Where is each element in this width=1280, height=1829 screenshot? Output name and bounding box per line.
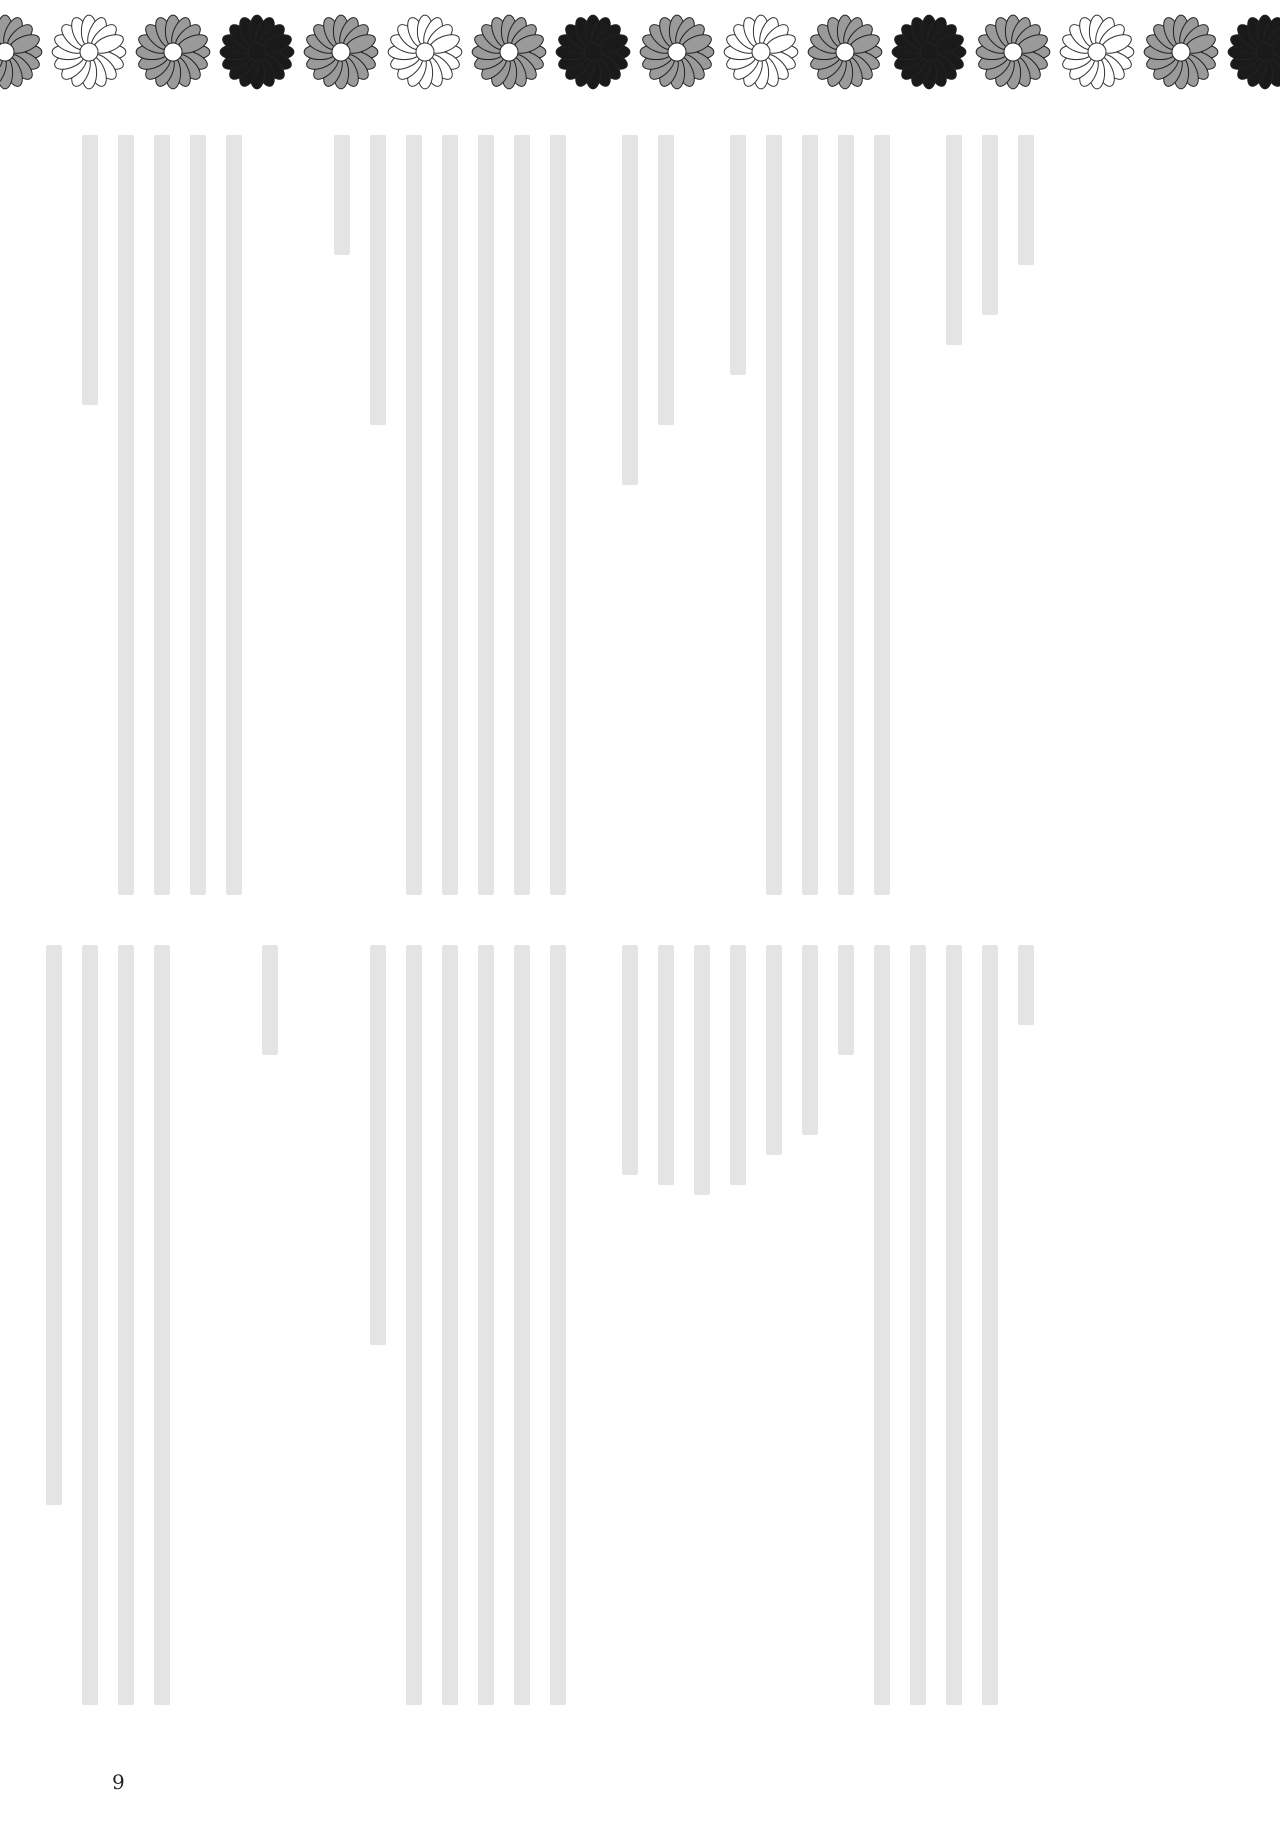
text-column (442, 945, 458, 1705)
text-column (334, 135, 350, 255)
text-column (370, 945, 386, 1345)
flower-ornament (1144, 15, 1218, 89)
text-column (982, 945, 998, 1705)
flower-ornament (52, 15, 126, 89)
text-column (766, 945, 782, 1155)
text-column (406, 135, 422, 895)
text-column (478, 135, 494, 895)
floral-border (0, 0, 1280, 110)
text-column (622, 945, 638, 1175)
flower-ornament (304, 15, 378, 89)
text-column (658, 945, 674, 1185)
text-column (550, 135, 566, 895)
text-column (406, 945, 422, 1705)
text-column (154, 135, 170, 895)
text-column (802, 945, 818, 1135)
text-column (370, 135, 386, 425)
text-column (226, 135, 242, 895)
flower-ornament (976, 15, 1050, 89)
text-column (622, 135, 638, 485)
text-column (766, 135, 782, 895)
text-column (442, 135, 458, 895)
flower-ornament (1228, 15, 1280, 89)
text-column (730, 135, 746, 375)
text-column (1018, 945, 1034, 1025)
text-column (550, 945, 566, 1705)
text-column (658, 135, 674, 425)
text-column (946, 945, 962, 1705)
flower-ornament (388, 15, 462, 89)
flower-ornament (220, 15, 294, 89)
text-column (910, 945, 926, 1705)
flower-ornament (808, 15, 882, 89)
flower-ornament (0, 15, 42, 89)
text-column (514, 945, 530, 1705)
text-column (118, 945, 134, 1705)
text-column (82, 135, 98, 405)
text-column (1018, 135, 1034, 265)
text-column (82, 945, 98, 1705)
flower-ornament (472, 15, 546, 89)
text-column (874, 135, 890, 895)
text-column (838, 945, 854, 1055)
text-block-upper (0, 135, 1280, 915)
text-column (478, 945, 494, 1705)
page-number: 9 (112, 1770, 125, 1794)
text-column (982, 135, 998, 315)
text-column (46, 945, 62, 1505)
flower-ornament (640, 15, 714, 89)
text-column (262, 945, 278, 1055)
text-column (946, 135, 962, 345)
flower-ornament (556, 15, 630, 89)
text-column (118, 135, 134, 895)
text-column (694, 945, 710, 1195)
flower-ornament (136, 15, 210, 89)
text-column (514, 135, 530, 895)
text-block-lower (0, 945, 1280, 1735)
flower-ornament (1060, 15, 1134, 89)
text-column (874, 945, 890, 1705)
flower-ornament (892, 15, 966, 89)
flower-ornament (724, 15, 798, 89)
text-column (190, 135, 206, 895)
text-column (154, 945, 170, 1705)
text-column (802, 135, 818, 895)
text-column (730, 945, 746, 1185)
text-column (838, 135, 854, 895)
